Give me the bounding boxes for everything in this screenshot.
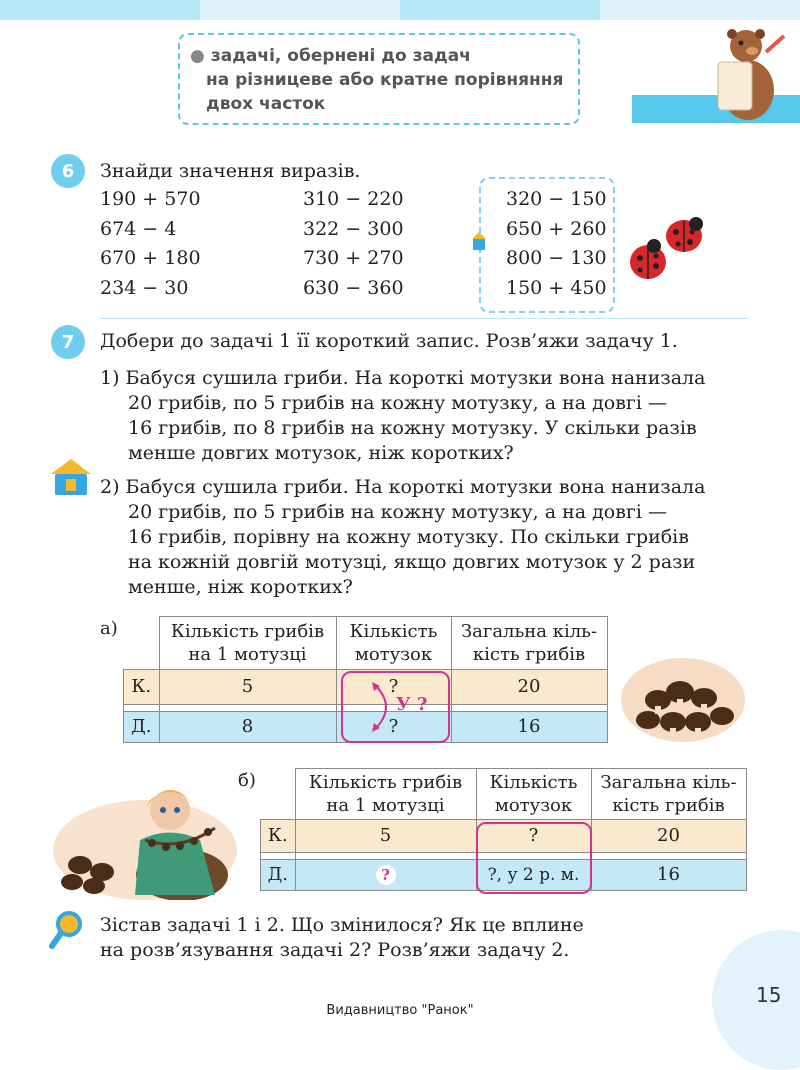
row-label: Д.	[124, 711, 160, 742]
cell: 16	[591, 859, 746, 890]
question-mark-badge: ?	[376, 865, 396, 885]
expression: 190 + 570	[100, 188, 201, 210]
cell: 20	[591, 819, 746, 852]
beaver-illustration	[708, 24, 788, 120]
expression: 674 − 4	[100, 217, 177, 240]
expression: 650 + 260	[506, 217, 607, 240]
problem-2: 2) Бабуся сушила гриби. На короткі мотузки вона нанизала 20 грибів, по 5 грибів на кожну мотузку, а на довгі — 16 грибів, порівну на кожну мотузку. По скільки грибів на кожній довгій мотузці, якщо довгих мотузок у 2 рази менше, ніж коротких?	[100, 476, 706, 598]
col-header-total: Загальна кіль- кість грибів	[451, 617, 607, 670]
col-header-rope-count: Кількість мотузок	[336, 617, 451, 670]
task-6-badge: 6	[51, 154, 85, 188]
house-icon	[470, 230, 488, 252]
section-separator	[100, 318, 748, 319]
ladybugs-illustration	[626, 208, 716, 288]
cell: 5	[159, 669, 336, 704]
row-label: Д.	[261, 859, 296, 890]
house-icon	[50, 457, 92, 497]
expression: 730 + 270	[303, 247, 404, 269]
final-task: Зістав задачі 1 і 2. Що змінилося? Як це вплине на розв’язування задачі 2? Розв’яжи задачу 2.	[100, 914, 584, 961]
table-header-row	[261, 769, 747, 820]
task-6-column-3	[506, 185, 616, 303]
table-a-label: а)	[100, 618, 118, 639]
col-header-rope-count: Кількість мотузок	[476, 769, 591, 820]
problem-1: 1) Бабуся сушила гриби. На короткі мотузки вона нанизала 20 грибів, по 5 грибів на кожну мотузку, а на довгі — 16 грибів, по 8 грибів на кожну мотузку. У скільки разів менше довгих мотузок, ніж коротких?	[100, 367, 706, 464]
cell: ?	[336, 669, 451, 704]
task-6-title: Знайди значення виразів.	[100, 160, 361, 182]
col-header-per-rope: Кількість грибів на 1 мотузці	[159, 617, 336, 670]
cell	[295, 859, 476, 890]
rope-count-highlight	[476, 822, 592, 894]
task-7-badge: 7	[51, 325, 85, 359]
topic-callout-text: ● задачі, обернені до задач на різницеве або кратне порівняння двох часток	[190, 46, 564, 114]
expression: 150 + 450	[506, 276, 607, 299]
row-label: К.	[124, 669, 160, 704]
cell: 16	[451, 711, 607, 742]
row-label: К.	[261, 819, 296, 852]
col-header-per-rope: Кількість грибів на 1 мотузці	[295, 769, 476, 820]
cell: ?	[336, 711, 451, 742]
table-header-row	[124, 617, 608, 670]
mushrooms-illustration	[618, 650, 748, 744]
cell: 5	[295, 819, 476, 852]
table-b-label: б)	[238, 770, 256, 791]
task-6-column-2	[303, 185, 473, 303]
magnifier-icon	[48, 910, 84, 950]
publisher-footer: Видавництво "Ранок"	[326, 1003, 474, 1018]
task-7-title: Добери до задачі 1 її короткий запис. Розв’яжи задачу 1.	[100, 330, 678, 352]
cell: 8	[159, 711, 336, 742]
comparison-label: У ?	[396, 694, 428, 715]
expression: 800 − 130	[506, 247, 607, 269]
expression: 322 − 300	[303, 217, 404, 240]
grandma-illustration	[50, 770, 240, 900]
page-number: 15	[756, 983, 782, 1007]
top-decor-bar	[0, 0, 800, 20]
expression: 670 + 180	[100, 247, 201, 269]
task-6-column-1	[100, 185, 270, 303]
expression: 630 − 360	[303, 276, 404, 299]
cell: ?	[476, 819, 591, 852]
expression: 234 − 30	[100, 276, 189, 299]
cell: 20	[451, 669, 607, 704]
col-header-total: Загальна кіль- кість грибів	[591, 769, 746, 820]
expression: 310 − 220	[303, 188, 404, 210]
cell: ?, у 2 р. м.	[476, 859, 591, 890]
expression: 320 − 150	[506, 188, 607, 210]
